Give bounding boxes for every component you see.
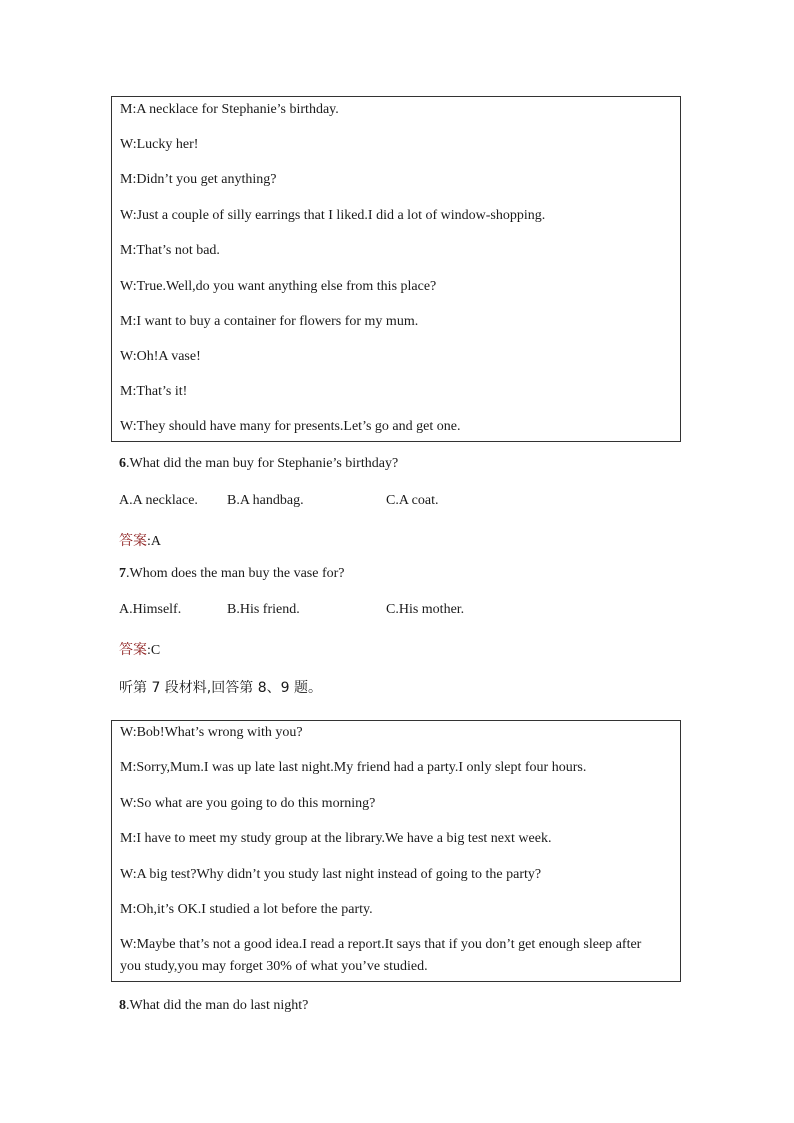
dialogue-line: M:That’s it! [120,384,188,399]
question-7 [119,566,345,582]
question-number: 7 [119,566,126,581]
question-number: 6 [119,456,126,471]
section-instruction: 听第 7 段材料,回答第 8、9 题。 [119,680,322,696]
answer-6 [119,530,161,550]
answer-value: :C [147,643,161,658]
option-c: C.A coat. [386,493,439,508]
dialogue-line: M:Sorry,Mum.I was up late last night.My friend had a party.I only slept four hours. [120,760,587,775]
answer-value: :A [147,534,161,549]
dialogue-box-1 [111,96,681,442]
dialogue-line: M:I have to meet my study group at the library.We have a big test next week. [120,831,552,846]
dialogue-line: W:True.Well,do you want anything else from this place? [120,279,437,294]
question-text: .What did the man buy for Stephanie’s birthday? [126,456,399,471]
dialogue-line: W:Maybe that’s not a good idea.I read a report.It says that if you don’t get enough sleep after you study,you may forget 30% of what you’ve studied. [120,937,642,974]
dialogue-line: M:Oh,it’s OK.I studied a lot before the party. [120,902,373,917]
dialogue-line: W:Just a couple of silly earrings that I liked.I did a lot of window-shopping. [120,208,546,223]
question-8 [119,998,308,1014]
dialogue-line: M:Didn’t you get anything? [120,172,277,187]
answer-label: 答案 [119,534,147,549]
dialogue-line: W:Bob!What’s wrong with you? [120,725,303,740]
option-b: B.A handbag. [227,493,304,508]
question-text: .What did the man do last night? [126,998,309,1013]
dialogue-line: M:I want to buy a container for flowers for my mum. [120,314,419,329]
dialogue-line: M:A necklace for Stephanie’s birthday. [120,102,339,117]
answer-label: 答案 [119,643,147,658]
dialogue-line: W:Oh!A vase! [120,349,201,364]
question-number: 8 [119,998,126,1013]
option-a: A.Himself. [119,602,182,617]
dialogue-box-2 [111,720,681,982]
dialogue-line: M:That’s not bad. [120,243,220,258]
dialogue-line: W:Lucky her! [120,137,199,152]
option-c: C.His mother. [386,602,465,617]
dialogue-line: W:A big test?Why didn’t you study last night instead of going to the party? [120,867,542,882]
dialogue-line: W:They should have many for presents.Let’s go and get one. [120,419,461,434]
option-b: B.His friend. [227,602,300,617]
option-a: A.A necklace. [119,493,198,508]
question-text: .Whom does the man buy the vase for? [126,566,345,581]
answer-7 [119,639,160,659]
dialogue-line: W:So what are you going to do this morning? [120,796,376,811]
question-6 [119,456,398,472]
